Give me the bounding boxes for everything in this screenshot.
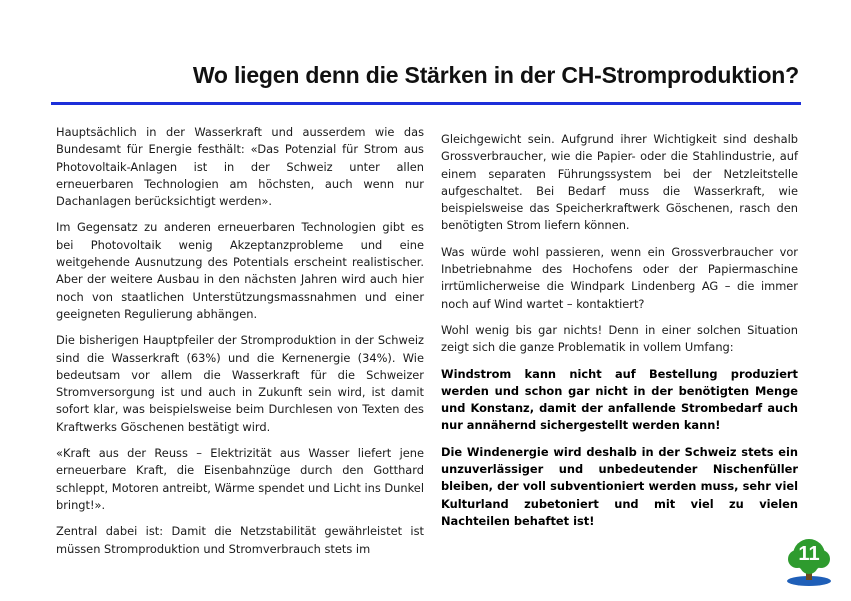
paragraph: Die bisherigen Hauptpfeiler der Stromproduktion in der Schweiz sind die Wasserkraft (63%) und die Kernenergie (34%). Wie bedeutsam vor allem die Wasserkraft für die Schweizer Stromversorgung ist und auch in Zukunft sein wird, ist damit sofort klar, was beispielsweise beim Durchlesen von Texten des Kraftwerks Göschenen bestätigt wird. (56, 333, 424, 434)
title-divider (51, 102, 801, 105)
left-column (56, 124, 424, 567)
emphasis-paragraph: Windstrom kann nicht auf Bestellung produziert werden und schon gar nicht in der benötigten Menge und Konstanz, damit der anfallende Strombedarf auch nur annähernd sichergestellt werden kann! (441, 366, 798, 433)
page-number-badge (785, 537, 833, 587)
right-column (441, 131, 798, 539)
paragraph: Im Gegensatz zu anderen erneuerbaren Technologien gibt es bei Photovoltaik wenig Akzeptanzprobleme und eine weitgehende Ausnutzung des Potentials erscheint realistischer. Aber der weitere Ausbau in den nächsten Jahren wird auch hier noch von staatlichen Unterstützungsmassnahmen und einer geeigneten Regulierung abhängen. (56, 220, 424, 321)
quote-paragraph: «Kraft aus der Reuss – Elektrizität aus Wasser liefert jene erneuerbare Kraft, die Eisenbahnzüge durch den Gotthard schleppt, Motoren antreibt, Wärme spendet und Licht ins Dunkel bringt!». (56, 446, 424, 512)
paragraph: Gleichgewicht sein. Aufgrund ihrer Wichtigkeit sind deshalb Grossverbraucher, wie die Papier- oder die Stahlindustrie, auf einem separaten Führungssystem bei der Netzleitstelle aufgeschaltet. Bei Bedarf muss die Wasserkraft, wie beispielsweise das Speicherkraftwerk Göschenen, rasch den benötigten Strom liefern können. (441, 132, 798, 233)
paragraph: Was würde wohl passieren, wenn ein Grossverbraucher vor Inbetriebnahme des Hochofens oder der Papiermaschine irrtümlicherweise die Windpark Lindenberg AG – die immer noch auf Wind wartet – kontaktiert? (441, 244, 798, 311)
page-number: 11 (798, 543, 820, 565)
paragraph: Hauptsächlich in der Wasserkraft und ausserdem wie das Bundesamt für Energie festhält: «Das Potenzial für Strom aus Photovoltaik-Anlagen ist in der Schweiz unter allen erneuerbaren Technologien am höchsten, auch wenn nur Dachanlagen berücksichtigt werden». (56, 125, 424, 209)
paragraph: Wohl wenig bis gar nichts! Denn in einer solchen Situation zeigt sich die ganze Problematik in vollem Umfang: (441, 322, 798, 355)
emphasis-paragraph: Die Windenergie wird deshalb in der Schweiz stets ein unzuverlässiger und unbedeutender Nischenfüller bleiben, der voll subventioniert werden muss, sehr viel Kulturland zubetoniert und mit viel zu vielen Nachteilen behaftet ist! (441, 444, 798, 528)
page-title: Wo liegen denn die Stärken in der CH-Stromproduktion? (192, 62, 799, 88)
paragraph: Zentral dabei ist: Damit die Netzstabilität gewährleistet ist müssen Stromproduktion und Stromverbrauch stets im (56, 524, 424, 556)
